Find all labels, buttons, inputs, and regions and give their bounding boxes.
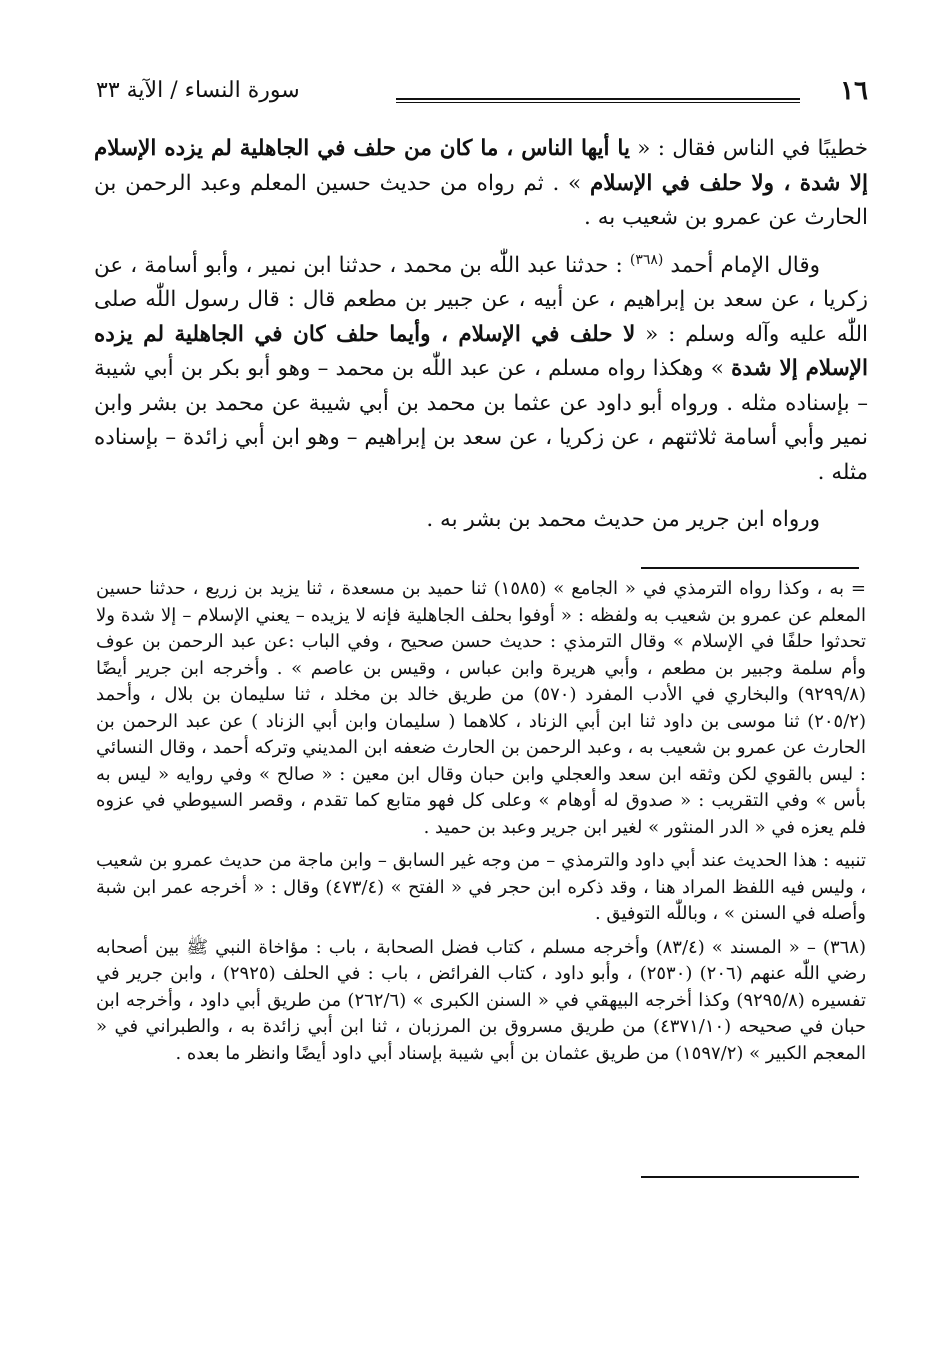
text-segment: وقال الإمام أحمد <box>663 252 820 278</box>
footnote-368: (٣٦٨) – « المسند » (٨٣/٤) وأخرجه مسلم ، كتاب فضل الصحابة ، باب : مؤاخاة النبي ﷺ بين أصحابه رضي اللّٰه عنهم (٢٠٦) (٢٥٣٠) ، وأبو داود ، كتاب الفرائض ، باب : في الحلف (٢٩٢٥) ، وابن جرير في تفسيره (٩٢٩٥/٨) وكذا أخرجه البيهقي في « السنن الكبرى » (٢٦٢/٦) من طريق أبي داود ، وأخرجه ابن حبان في صحيحه (٤٣٧١/١٠) من طريق مسروق بن المرزبان ، ثنا ابن أبي زائدة به ، والطبراني في « المعجم الكبير » (١٥٩٧/٢) من طريق عثمان بن أبي شيبة بإسناد أبي داود أيضًا وانظر ما بعده . <box>96 936 867 1064</box>
running-title: سورة النساء / الآية ٣٣ <box>96 78 300 103</box>
hadith-text-bold: لا حلف في الإسلام ، وأيما حلف كان في الجاهلية لم يزده الإسلام إلا شدة <box>94 321 868 381</box>
text-segment: » . ثم رواه من حديث حسين المعلم وعبد الرحمن بن الحارث عن عمرو بن شعيب به . <box>94 170 868 230</box>
hadith-text-bold: يا أيها الناس ، ما كان من حلف في الجاهلية لم يزده الإسلام إلا شدة ، ولا حلف في الإسلام <box>94 136 869 196</box>
paragraph-1 <box>94 132 868 236</box>
footnote-end-rule <box>641 1176 859 1178</box>
footnote-continued: = به ، وكذا رواه الترمذي في « الجامع » (١٥٨٥) ثنا حميد بن مسعدة ، ثنا يزيد بن زريع ، حدثنا حسين المعلم عن عمرو بن شعيب به ولفظه : « أوفوا بحلف الجاهلية فإنه لا يزيده – يعني الإسلام – إلا شدة ولا تحدثوا حلفًا في الإسلام » وقال الترمذي : حديث حسن صحيح ، وفي الباب :عن عبد الرحمن بن عوف وأم سلمة وجبير بن مطعم ، وأبي هريرة وابن عباس ، وقيس بن عاصم » . وأخرجه ابن جرير أيضًا (٩٢٩٩/٨) والبخاري في الأدب المفرد (٥٧٠) من طريق خالد بن مخلد ، ثنا سليمان بن بلال ، وأحمد (٢٠٥/٢) ثنا موسى بن داود ثنا ابن أبي الزناد ، كلاهما ( سليمان وابن أبي الزناد ) عن عبد الرحمن بن الحارث عن عمرو بن شعيب به ، وعبد الرحمن بن الحارث ضعفه ابن المديني وتركه أحمد ، وقال النسائي : ليس بالقوي لكن وثقه ابن سعد والعجلي وابن حبان وقال ابن معين : « صالح » وفي روايه « ليس به بأس » وفي التقريب : « صدوق له أوهام » وعلى كل فهو متابع كما تقدم ، وقصر السيوطي في عزوه فلم يعزه في « الدر المنثور » لغير ابن جرير وعبد بن حميد . <box>96 578 866 838</box>
page-number: ١٦ <box>840 76 868 106</box>
paragraph-2 <box>94 249 868 491</box>
header-rule <box>396 98 800 103</box>
text-segment: خطيبًا في الناس فقال : « <box>629 136 868 161</box>
footnote-note: تنبيه : هذا الحديث عند أبي داود والترمذي – من وجه غير السابق – وابن ماجة من حديث عمرو بن شعيب ، وليس فيه اللفظ المراد هنا ، وقد ذكره ابن حجر في « الفتح » (٤٧٣/٤) وقال : « أخرجه عمر ابن شبة وأصله في السنن » ، وباللّٰه التوفيق . <box>96 850 866 924</box>
footnote-reference: (٣٦٨) <box>629 251 664 268</box>
paragraph-3: ورواه ابن جرير من حديث محمد بن بشر به . <box>426 507 820 532</box>
text-segment: : حدثنا عبد اللّٰه بن محمد ، حدثنا ابن نمير ، وأبو أسامة ، عن زكريا ، عن سعد بن إبراهيم ، عن أبيه ، عن جبير بن مطعم قال : قال رسول اللّٰه صلى اللّٰه عليه وآله وسلم : « <box>94 252 869 347</box>
page-header <box>96 72 868 112</box>
main-text <box>94 132 868 551</box>
footnote-separator <box>641 567 859 569</box>
footnotes <box>96 576 866 1074</box>
text-segment: » وهكذا رواه مسلم ، عن عبد اللّٰه بن محمد – وهو أبو بكر بن أبي شيبة – بإسناده مثله . ورواه أبو داود عن عثما بن محمد بن أبي شيبة عن محمد بن بشر وابن نمير وأبي أسامة ثلاثتهم ، عن زكريا ، عن سعد بن إبراهيم – وهو ابن أبي زائدة – بإسناده مثله . <box>94 356 868 485</box>
